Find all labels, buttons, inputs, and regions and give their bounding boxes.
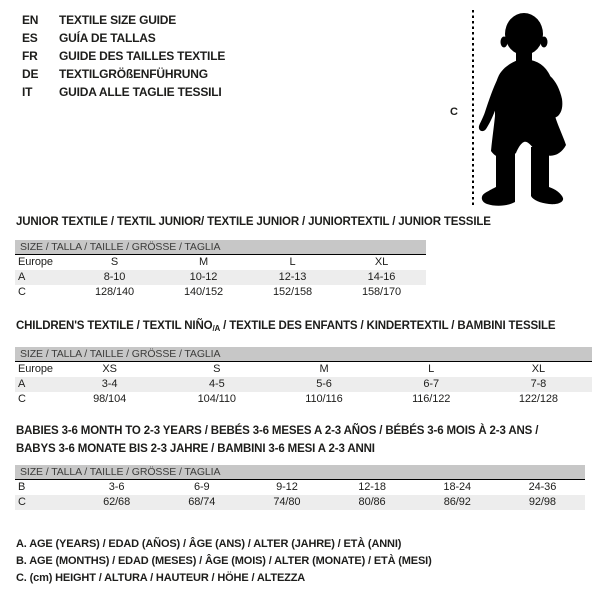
row-label-c: C	[18, 496, 26, 508]
table-cell: 86/92	[443, 496, 471, 508]
table-cell: 5-6	[316, 378, 332, 390]
guide-title-fr: GUIDE DES TAILLES TEXTILE	[59, 49, 226, 63]
babies-size-table	[15, 465, 585, 510]
table-cell: 12-18	[358, 481, 386, 493]
col-header-xl: XL	[531, 363, 546, 375]
language-row-fr	[22, 47, 225, 65]
table-cell: 116/122	[412, 393, 451, 405]
children-size-header-bar: SIZE / TALLA / TAILLE / GRÖSSE / TAGLIA	[15, 347, 592, 362]
table-cell: 12-13	[278, 271, 307, 283]
table-cell: 24-36	[528, 481, 557, 493]
table-cell: 140/152	[183, 286, 224, 298]
language-row-es	[22, 29, 225, 47]
children-title-text: / TEXTILE DES ENFANTS / KINDERTEXTIL / BAMBINI TESSILE	[220, 320, 556, 332]
row-label-a: A	[18, 271, 26, 283]
footnote-c-height-cm: C. (cm) HEIGHT / ALTURA / HAUTEUR / HÖHE / ALTEZZA	[16, 572, 306, 584]
table-cell: 158/170	[361, 286, 402, 298]
table-cell: 98/104	[93, 393, 127, 405]
children-title-text: CHILDREN'S TEXTILE / TEXTIL NIÑO	[16, 320, 213, 332]
table-cell: 128/140	[94, 286, 135, 298]
table-cell: 92/98	[528, 496, 556, 508]
footnote-b-age-months: B. AGE (MONTHS) / EDAD (MESES) / ÂGE (MOIS) / ALTER (MONATE) / ETÀ (MESI)	[16, 555, 432, 567]
guide-title-it: GUIDA ALLE TAGLIE TESSILI	[59, 85, 222, 99]
language-code: EN	[22, 13, 39, 27]
babies-section-title	[16, 422, 538, 458]
table-cell: 74/80	[273, 496, 301, 508]
footnotes	[16, 536, 432, 587]
table-cell: 122/128	[518, 393, 558, 405]
junior-size-header-bar: SIZE / TALLA / TAILLE / GRÖSSE / TAGLIA	[15, 240, 426, 255]
row-label-c: C	[18, 393, 26, 405]
table-cell: 6-7	[423, 378, 439, 390]
table-cell: 7-8	[530, 378, 547, 390]
col-header-s: S	[110, 256, 119, 268]
children-height-row	[15, 392, 592, 407]
col-header-m: M	[319, 363, 329, 375]
guide-title-de: TEXTILGRÖßENFÜHRUNG	[59, 67, 208, 81]
table-cell: 6-9	[193, 481, 210, 493]
col-header-europe: Europe	[18, 256, 53, 268]
col-header-s: S	[213, 363, 221, 375]
junior-height-row	[15, 285, 426, 300]
col-header-m: M	[198, 256, 209, 268]
babies-months-row	[15, 480, 585, 495]
language-code: FR	[22, 49, 38, 63]
language-code: DE	[22, 67, 39, 81]
language-code: ES	[22, 31, 38, 45]
col-header-europe: Europe	[18, 363, 53, 375]
row-label-a: A	[18, 378, 26, 390]
footnote-a-age-years: A. AGE (YEARS) / EDAD (AÑOS) / ÂGE (ANS) / ALTER (JAHRE) / ETÀ (ANNI)	[16, 538, 402, 550]
language-code: IT	[22, 85, 33, 99]
children-title-subscript: /A	[212, 324, 221, 333]
table-cell: 68/74	[188, 496, 216, 508]
col-header-xl: XL	[374, 256, 389, 268]
table-cell: 104/110	[197, 393, 236, 405]
col-header-l: L	[428, 363, 435, 375]
babies-height-row	[15, 495, 585, 510]
table-cell: 9-12	[276, 481, 298, 493]
guide-title-es: GUÍA DE TALLAS	[59, 31, 156, 45]
col-header-xs: XS	[102, 363, 117, 375]
table-cell: 4-5	[208, 378, 225, 390]
table-cell: 152/158	[272, 286, 313, 298]
babies-size-header-bar: SIZE / TALLA / TAILLE / GRÖSSE / TAGLIA	[15, 465, 585, 480]
children-section-title	[16, 320, 555, 333]
guide-title-en: TEXTILE SIZE GUIDE	[59, 13, 177, 27]
table-cell: 14-16	[367, 271, 396, 283]
table-cell: 3-4	[101, 378, 118, 390]
children-size-table	[15, 347, 592, 407]
babies-title-line1: BABIES 3-6 MONTH TO 2-3 YEARS / BEBÉS 3-6 MESES A 2-3 AÑOS / BÉBÉS 3-6 MOIS À 2-3 ANS /	[16, 425, 539, 437]
table-cell: 110/116	[305, 393, 343, 405]
table-cell: 80/86	[358, 496, 386, 508]
height-measure-label: C	[450, 106, 458, 118]
babies-title-line2: BABYS 3-6 MONATE BIS 2-3 JAHRE / BAMBINI 3-6 MESI A 2-3 ANNI	[16, 443, 375, 455]
table-cell: 3-6	[108, 481, 125, 493]
row-label-b: B	[18, 481, 26, 493]
junior-column-header-row	[15, 255, 426, 270]
language-row-de	[22, 65, 225, 83]
table-cell: 10-12	[189, 271, 218, 283]
language-row-en	[22, 11, 225, 29]
table-cell: 18-24	[443, 481, 472, 493]
table-cell: 62/68	[103, 496, 131, 508]
children-column-header-row	[15, 362, 592, 377]
table-cell: 8-10	[103, 271, 126, 283]
junior-section-title: JUNIOR TEXTILE / TEXTIL JUNIOR/ TEXTILE JUNIOR / JUNIORTEXTIL / JUNIOR TESSILE	[16, 216, 491, 228]
junior-size-table	[15, 240, 426, 300]
baby-silhouette-icon	[470, 4, 580, 214]
col-header-l: L	[289, 256, 296, 268]
row-label-c: C	[18, 286, 26, 298]
junior-age-row	[15, 270, 426, 285]
language-row-it	[22, 83, 225, 101]
children-age-row	[15, 377, 592, 392]
language-list	[22, 11, 225, 101]
